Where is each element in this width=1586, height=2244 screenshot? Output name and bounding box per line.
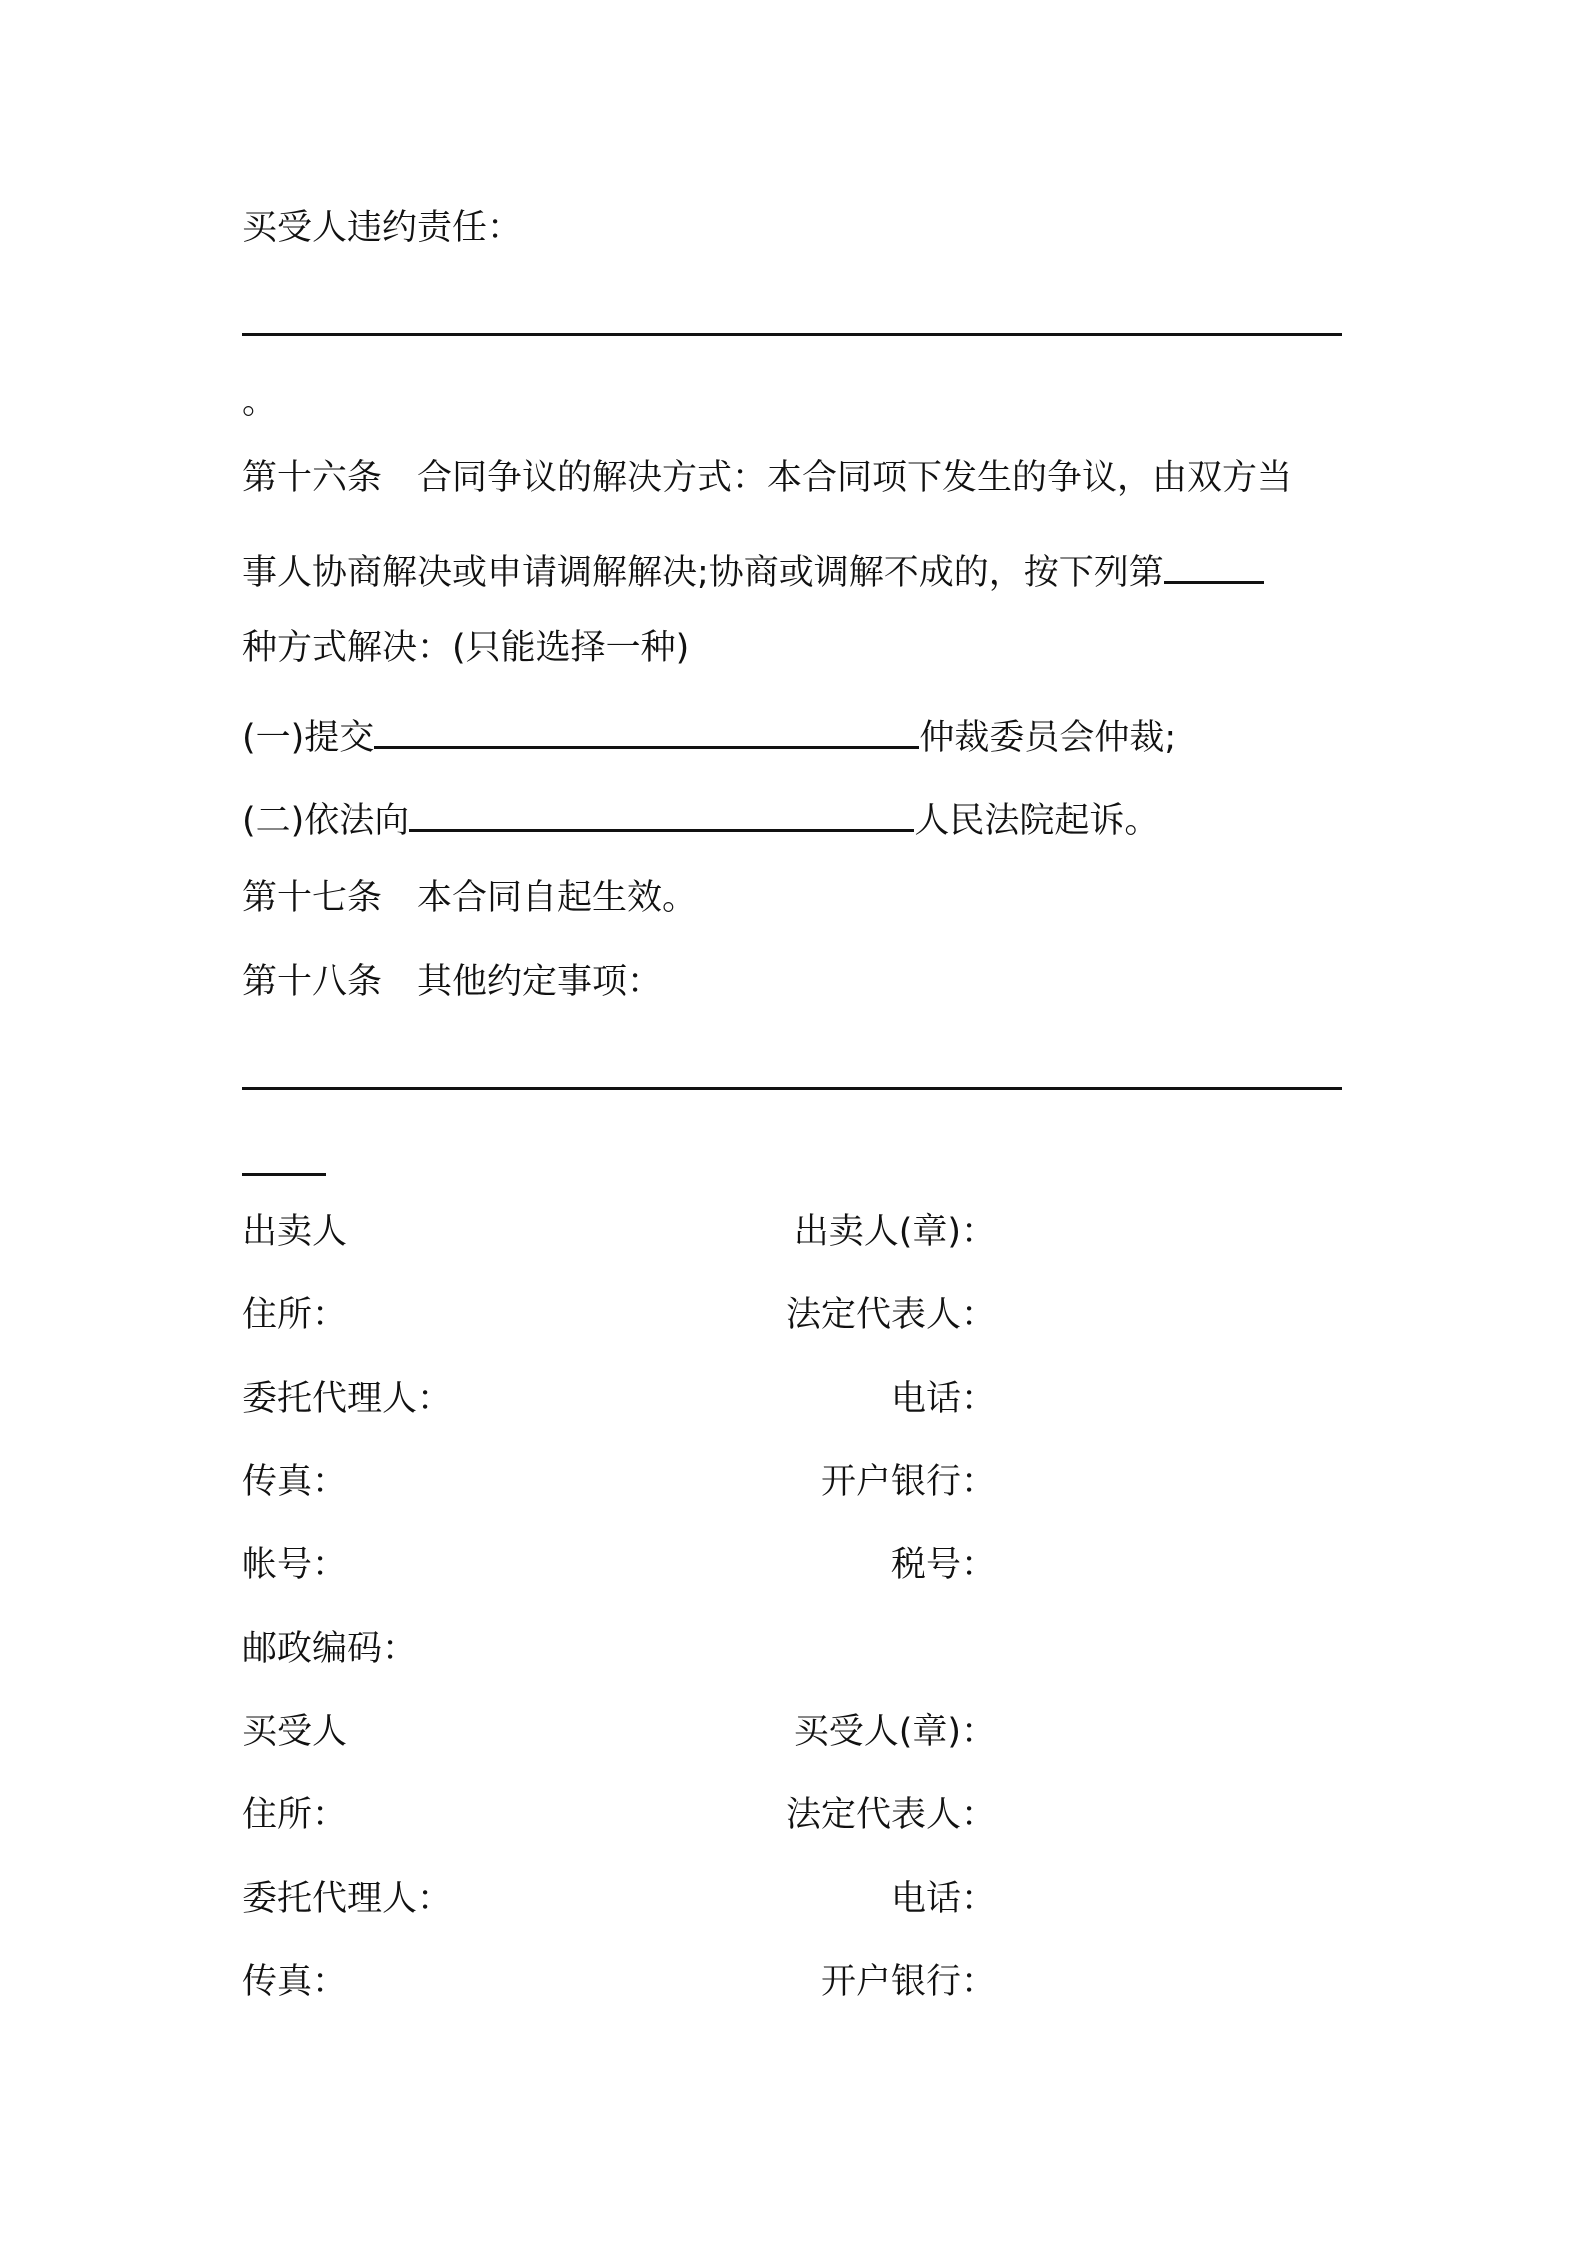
buyer-seal-label: 买受人(章)： xyxy=(793,1712,996,1752)
buyer-address-label: 住所： xyxy=(242,1795,348,1835)
option-number-blank xyxy=(1164,545,1264,584)
arbitration-blank xyxy=(374,710,919,749)
other-matters-line xyxy=(242,1087,1342,1090)
seller-account-label: 帐号： xyxy=(242,1545,348,1585)
article-16-line-2 xyxy=(242,545,1264,595)
arbitration-suffix: 仲裁委员会仲裁; xyxy=(919,718,1177,758)
seller-tax-id-label: 税号： xyxy=(890,1545,996,1585)
buyer-agent-label: 委托代理人： xyxy=(242,1879,453,1919)
arbitration-prefix: (一)提交 xyxy=(242,718,375,758)
seller-fax-label: 传真： xyxy=(242,1462,348,1502)
court-option xyxy=(242,793,1159,843)
buyer-legal-rep-label: 法定代表人： xyxy=(785,1795,996,1835)
buyer-phone-label: 电话： xyxy=(890,1879,996,1919)
seller-legal-rep-label: 法定代表人： xyxy=(785,1295,996,1335)
seller-label: 出卖人 xyxy=(242,1212,348,1252)
seller-bank-label: 开户银行： xyxy=(820,1462,996,1502)
end-period: 。 xyxy=(242,382,278,422)
article-16-line-1: 第十六条 合同争议的解决方式：本合同项下发生的争议，由双方当 xyxy=(242,458,1293,498)
seller-seal-label: 出卖人(章)： xyxy=(793,1212,996,1252)
court-blank xyxy=(409,793,914,832)
seller-phone-label: 电话： xyxy=(890,1379,996,1419)
buyer-liability-heading: 买受人违约责任： xyxy=(242,208,523,248)
article-18: 第十八条 其他约定事项： xyxy=(242,962,663,1002)
seller-postcode-label: 邮政编码： xyxy=(242,1629,418,1669)
court-prefix: (二)依法向 xyxy=(242,801,410,841)
buyer-label: 买受人 xyxy=(242,1712,348,1752)
arbitration-option xyxy=(242,710,1176,760)
fill-in-line xyxy=(242,333,1342,336)
article-16-line-3: 种方式解决：(只能选择一种) xyxy=(242,628,690,668)
other-matters-line-end xyxy=(242,1173,326,1176)
court-suffix: 人民法院起诉。 xyxy=(914,801,1160,841)
article-16-line-2-text: 事人协商解决或申请调解解决;协商或调解不成的，按下列第 xyxy=(242,553,1164,593)
seller-address-label: 住所： xyxy=(242,1295,348,1335)
seller-agent-label: 委托代理人： xyxy=(242,1379,453,1419)
buyer-bank-label: 开户银行： xyxy=(820,1962,996,2002)
article-17: 第十七条 本合同自起生效。 xyxy=(242,878,698,918)
buyer-fax-label: 传真： xyxy=(242,1962,348,2002)
